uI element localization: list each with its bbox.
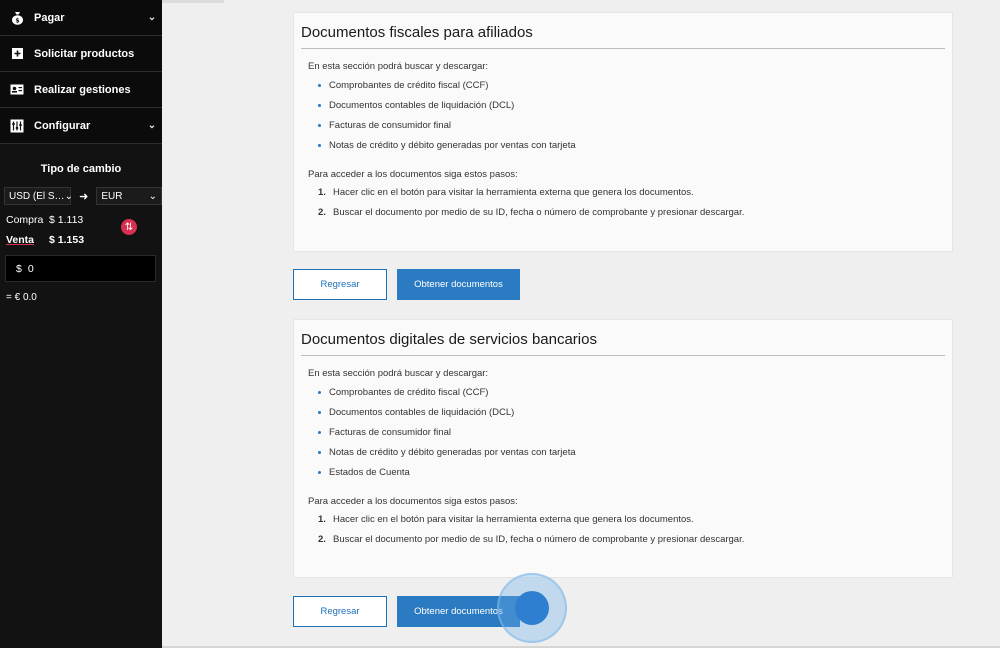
buy-rate <box>0 214 162 226</box>
list-item: Estados de Cuenta <box>318 462 952 482</box>
back-button[interactable]: Regresar <box>293 596 387 627</box>
chevron-down-icon: ⌄ <box>147 120 157 131</box>
sidebar-item-solicitar-productos[interactable] <box>0 36 162 72</box>
sidebar-item-configurar[interactable] <box>0 108 162 144</box>
click-cursor-icon <box>515 591 549 625</box>
bullet-icon <box>318 411 321 414</box>
sidebar-item-realizar-gestiones[interactable] <box>0 72 162 108</box>
to-currency-value: EUR <box>101 190 123 202</box>
bullet-icon <box>318 84 321 87</box>
sidebar-nav <box>0 0 162 144</box>
main-content <box>162 0 1000 648</box>
chevron-down-icon: ⌄ <box>64 190 73 202</box>
buy-value: $ 1.113 <box>49 214 84 226</box>
currency-selectors <box>0 187 162 205</box>
bullet-icon <box>318 124 321 127</box>
section-intro: En esta sección podrá buscar y descargar: <box>308 61 489 72</box>
section-title: Documentos digitales de servicios bancarios <box>301 331 945 356</box>
amount-input[interactable] <box>28 263 128 275</box>
step-item: 2. Buscar el documento por medio de su ID, fecha o número de comprobante y presionar descargar. <box>318 533 745 545</box>
steps-title: Para acceder a los documentos siga estos pasos: <box>308 496 518 507</box>
sliders-icon <box>9 118 25 134</box>
amount-symbol: $ <box>16 262 22 275</box>
get-documents-button[interactable]: Obtener documentos <box>397 269 520 300</box>
sidebar <box>0 0 162 648</box>
sidebar-item-label: Realizar gestiones <box>34 83 131 96</box>
list-item: Documentos contables de liquidación (DCL) <box>318 95 952 115</box>
sidebar-item-pagar[interactable] <box>0 0 162 36</box>
exchange-rates <box>0 214 162 246</box>
section-card-bancarios <box>293 319 953 578</box>
svg-text:$: $ <box>14 17 20 24</box>
section-actions-fiscales <box>293 269 520 300</box>
buy-label: Compra <box>6 214 44 226</box>
steps-title: Para acceder a los documentos siga estos pasos: <box>308 169 518 180</box>
document-list <box>318 382 952 482</box>
back-button[interactable]: Regresar <box>293 269 387 300</box>
step-item: 1. Hacer clic en el botón para visitar la herramienta externa que genera los documentos. <box>318 513 694 525</box>
sidebar-item-label: Solicitar productos <box>34 47 135 60</box>
get-documents-button[interactable]: Obtener documentos <box>397 596 520 627</box>
sell-rate <box>0 234 162 246</box>
from-currency-select[interactable] <box>4 187 71 205</box>
bullet-icon <box>318 144 321 147</box>
bullet-icon <box>318 471 321 474</box>
bullet-icon <box>318 431 321 434</box>
bullet-icon <box>318 104 321 107</box>
section-title: Documentos fiscales para afiliados <box>301 24 945 49</box>
list-item: Documentos contables de liquidación (DCL) <box>318 402 952 422</box>
document-list <box>318 75 952 155</box>
list-item: Comprobantes de crédito fiscal (CCF) <box>318 382 952 402</box>
arrow-right-icon: ➜ <box>79 190 89 203</box>
amount-field[interactable] <box>5 255 156 282</box>
list-item: Notas de crédito y débito generadas por ventas con tarjeta <box>318 135 952 155</box>
to-currency-select[interactable] <box>96 187 162 205</box>
add-product-icon <box>9 46 25 62</box>
exchange-title: Tipo de cambio <box>40 163 122 175</box>
bullet-icon <box>318 391 321 394</box>
top-divider <box>162 0 224 3</box>
chevron-down-icon: ⌄ <box>148 190 157 202</box>
step-item: 1. Hacer clic en el botón para visitar la herramienta externa que genera los documentos. <box>318 186 694 198</box>
list-item: Facturas de consumidor final <box>318 115 952 135</box>
sell-value: $ 1.153 <box>49 234 85 246</box>
sidebar-item-label: Pagar <box>34 11 65 24</box>
converted-amount: = € 0.0 <box>6 292 37 303</box>
section-actions-bancarios <box>293 596 520 627</box>
steps-list <box>318 509 952 549</box>
swap-icon[interactable]: ⇅ <box>121 219 137 235</box>
step-item: 2. Buscar el documento por medio de su ID, fecha o número de comprobante y presionar descargar. <box>318 206 745 218</box>
sidebar-item-label: Configurar <box>34 119 91 132</box>
list-item: Comprobantes de crédito fiscal (CCF) <box>318 75 952 95</box>
list-item: Facturas de consumidor final <box>318 422 952 442</box>
section-intro: En esta sección podrá buscar y descargar: <box>308 368 489 379</box>
sell-label[interactable]: Venta <box>6 234 35 246</box>
from-currency-value: USD (El S… <box>9 190 65 202</box>
exchange-widget <box>0 163 162 303</box>
list-item: Notas de crédito y débito generadas por ventas con tarjeta <box>318 442 952 462</box>
chevron-down-icon: ⌄ <box>147 12 157 23</box>
id-card-icon <box>9 82 25 98</box>
money-bag-icon <box>9 10 25 26</box>
steps-list <box>318 182 952 222</box>
section-card-fiscales <box>293 12 953 252</box>
bullet-icon <box>318 451 321 454</box>
